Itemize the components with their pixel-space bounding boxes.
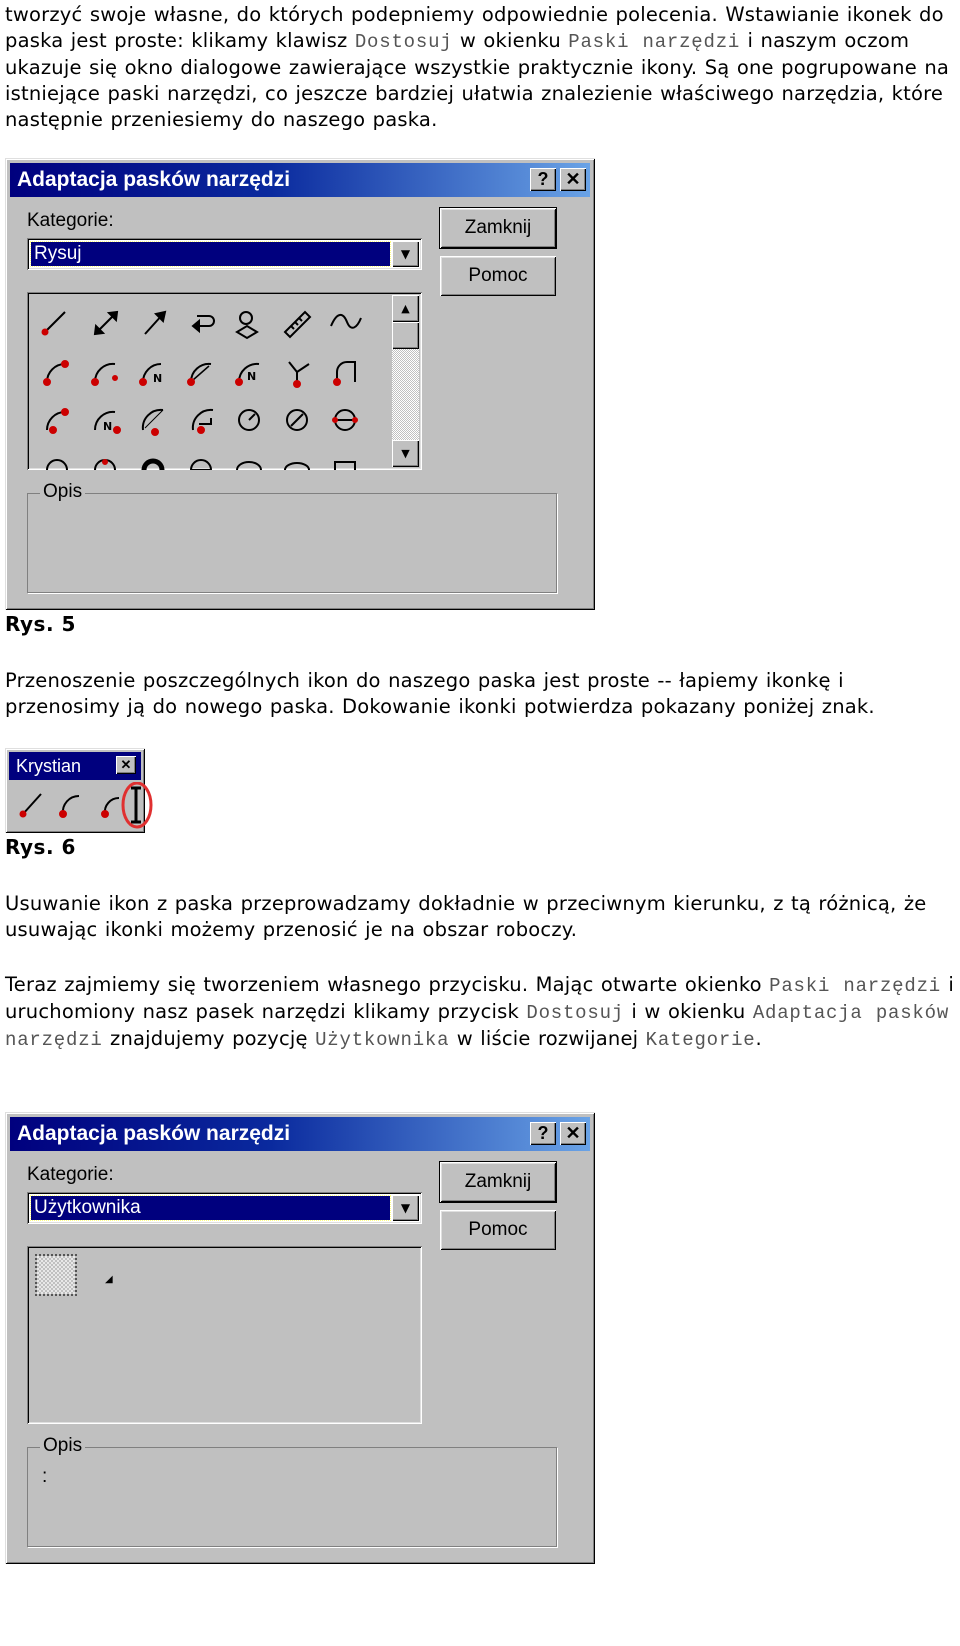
arc-corner-icon [334, 362, 355, 385]
svg-text:N: N [153, 372, 163, 385]
dialog-title: Adaptacja pasków narzędzi [17, 168, 291, 191]
paragraph-custom-button [5, 972, 955, 1053]
svg-text:N: N [247, 370, 257, 383]
zamknij-button[interactable]: Zamknij [440, 208, 556, 248]
circle-point-icon [95, 460, 115, 470]
text: w okienku [452, 29, 569, 52]
drawing-tool-icons[interactable] [33, 300, 383, 470]
chevron-down-icon[interactable]: ▼ [392, 1195, 419, 1221]
ruler-icon [285, 312, 310, 337]
category-value: Użytkownika [31, 1196, 390, 1220]
text: w liście rozwijanej [449, 1027, 646, 1050]
category-label: Kategorie: [27, 1164, 114, 1185]
figure-caption-5: Rys. 5 [5, 612, 76, 636]
line-icon [43, 312, 66, 335]
insert-cursor-icon [131, 788, 141, 822]
arc-return-icon [193, 410, 213, 433]
arc-tangent-icon [188, 364, 211, 385]
pomoc-button[interactable]: Pomoc [440, 256, 556, 296]
ellipse-icon [237, 462, 261, 470]
arc-reverse-icon [47, 409, 68, 433]
toolbar-icons[interactable] [5, 782, 155, 834]
description-group [27, 1435, 557, 1547]
scroll-up-icon[interactable]: ▲ [392, 295, 419, 322]
text: znajdujemy pozycję [102, 1027, 316, 1050]
toolbar-title: Krystian [16, 756, 82, 776]
vertical-scrollbar[interactable] [392, 295, 419, 467]
paragraph-drag: Przenoszenie poszczególnych ikon do naszego paska jest proste -- łapiemy ikonkę i przenosimy ją do nowego paska. Dokowanie ikonki potwierdza pokazany poniżej znak. [5, 669, 875, 718]
ellipse-flat-icon [285, 463, 309, 470]
arc-three-point-icon [92, 364, 117, 385]
category-value: Rysuj [31, 242, 390, 266]
dialog-titlebar [10, 163, 590, 197]
text: i uruchomiony nasz pasek narzędzi klikamy przycisk [5, 973, 955, 1023]
circle-radius-icon [287, 410, 307, 430]
dialog-adaptacja-uzytkownika [5, 1112, 595, 1564]
svg-text:N: N [103, 420, 113, 433]
ring-icon [144, 461, 162, 470]
arc-icon [44, 361, 68, 385]
code-dostosuj: Dostosuj [526, 1002, 624, 1024]
circle-cross-icon [191, 460, 211, 470]
arc-n-center-icon [236, 364, 259, 385]
code-dostosuj: Dostosuj [354, 31, 453, 53]
category-select[interactable] [27, 1192, 422, 1224]
zamknij-button[interactable]: Zamknij [440, 1162, 556, 1202]
freehand-icon [331, 315, 361, 328]
code-adaptacja: Adaptacja pasków narzędzi [5, 1002, 950, 1051]
category-label: Kategorie: [27, 210, 114, 231]
circle-center-icon [239, 410, 259, 430]
description-label: Opis [40, 481, 85, 503]
close-icon[interactable]: ✕ [116, 756, 136, 774]
scroll-thumb[interactable] [392, 322, 419, 349]
help-icon[interactable]: ? [530, 168, 556, 191]
chevron-down-icon[interactable]: ▼ [392, 241, 419, 267]
text: tworzyć swoje własne, do których podepniemy odpowiednie polecenia. Wstawianie ikonek do paska jest proste: klikamy klawisz [5, 3, 944, 52]
line-icon [21, 794, 42, 817]
description-text: : [42, 1466, 48, 1487]
arrow-line-icon [145, 312, 165, 334]
code-uzytkownika: Użytkownika [315, 1029, 450, 1051]
paragraph-remove: Usuwanie ikon z paska przeprowadzamy dokładnie w przeciwnym kierunku, z tą różnicą, że usuwając ikonki możemy przenosić je na obszar roboczy. [5, 892, 927, 941]
dialog-titlebar [10, 1117, 590, 1151]
arc-n-icon [140, 364, 162, 385]
magnifier-icon [237, 312, 257, 338]
toolbar-krystian [5, 748, 145, 833]
double-arrow-line-icon [95, 312, 117, 334]
blank-button-icon[interactable] [35, 1254, 77, 1296]
text: . [755, 1027, 762, 1050]
paragraph-intro [5, 2, 955, 133]
return-arrow-icon [193, 316, 214, 331]
dialog-adaptacja-rysuj [5, 158, 595, 610]
scroll-down-icon[interactable]: ▼ [392, 440, 419, 467]
category-select[interactable] [27, 238, 422, 270]
arc-n2-icon [95, 412, 120, 433]
help-icon[interactable]: ? [530, 1122, 556, 1145]
toolbar-titlebar [9, 752, 141, 780]
arc-chord-icon [143, 410, 163, 435]
circle-icon [47, 460, 67, 470]
code-kategorie: Kategorie [645, 1029, 756, 1051]
description-label: Opis [40, 1435, 85, 1457]
arc-fork-icon [289, 362, 309, 387]
code-paski: Paski narzędzi [769, 975, 941, 997]
close-icon[interactable]: ✕ [560, 168, 586, 191]
code-paski: Paski narzędzi [568, 31, 741, 53]
text: i w okienku [624, 1000, 753, 1023]
close-icon[interactable]: ✕ [560, 1122, 586, 1145]
text: Teraz zajmiemy się tworzeniem własnego przycisku. Mając otwarte okienko [5, 973, 770, 996]
description-group [27, 481, 557, 593]
arc-icon [60, 796, 79, 817]
figure-caption-6: Rys. 6 [5, 835, 76, 859]
text: i naszym oczom ukazuje się okno dialogowe zawierające wszystkie praktycznie ikony. Są one pogrupowane na istniejące paski narzędzi, co jeszcze bardziej ułatwia znalezienie właściwego narzędzia, które następnie przeniesiemy do naszego paska. [5, 29, 950, 131]
rectangle-icon [335, 462, 355, 470]
dialog-title: Adaptacja pasków narzędzi [17, 1122, 291, 1145]
pomoc-button[interactable]: Pomoc [440, 1210, 556, 1250]
custom-icon-palette [27, 1246, 422, 1424]
icon-palette [27, 292, 422, 470]
arc-partial-icon [102, 798, 119, 817]
circle-diameter-icon [333, 410, 357, 430]
small-arrow-icon: ◢ [105, 1274, 113, 1285]
